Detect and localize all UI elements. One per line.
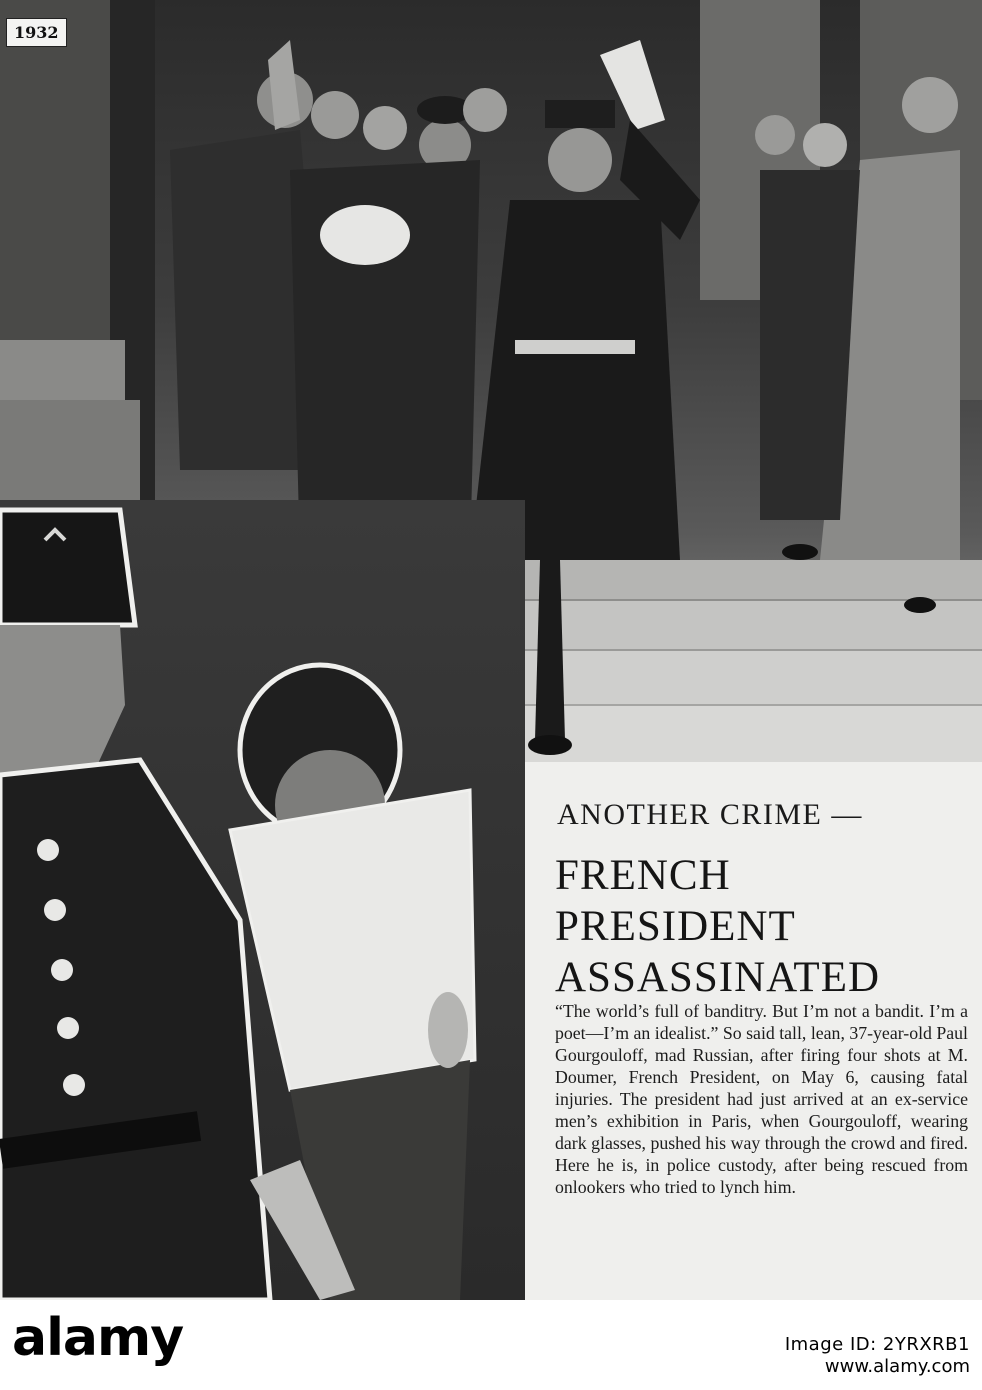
- headline-line: PRESIDENT: [555, 903, 796, 950]
- stock-watermark-bar: [0, 1300, 982, 1390]
- article-body: “The world’s full of banditry. But I’m not a bandit. I’m a poet—I’m an idealist.” So said tall, lean, 37-year-old Paul Gourgouloff, mad Russian, after firing four shots at M. Doumer, French President, on May 6, causing fatal injuries. The president had just arrived at an ex-service men’s exhibition in Paris, when Gourgouloff, wearing dark glasses, pushed his way through the crowd and fired. Here he is, in police custody, after being rescued from onlookers who tried to lynch him.: [555, 1001, 968, 1197]
- article-headline: [555, 850, 975, 1003]
- watermark-url: www.alamy.com: [824, 1356, 970, 1377]
- headline-line: ASSASSINATED: [555, 954, 881, 1001]
- bottom-photo-suspect-in-custody: [0, 500, 525, 1300]
- article-kicker: ANOTHER CRIME —: [557, 798, 863, 831]
- year-badge: 1932: [6, 18, 67, 47]
- custody-scene-illustration: [0, 500, 525, 1300]
- alamy-logo: alamy: [12, 1308, 184, 1368]
- headline-line: FRENCH: [555, 852, 731, 899]
- article-block: [525, 762, 982, 1300]
- image-id-label: Image ID: 2YRXRB1: [784, 1334, 970, 1355]
